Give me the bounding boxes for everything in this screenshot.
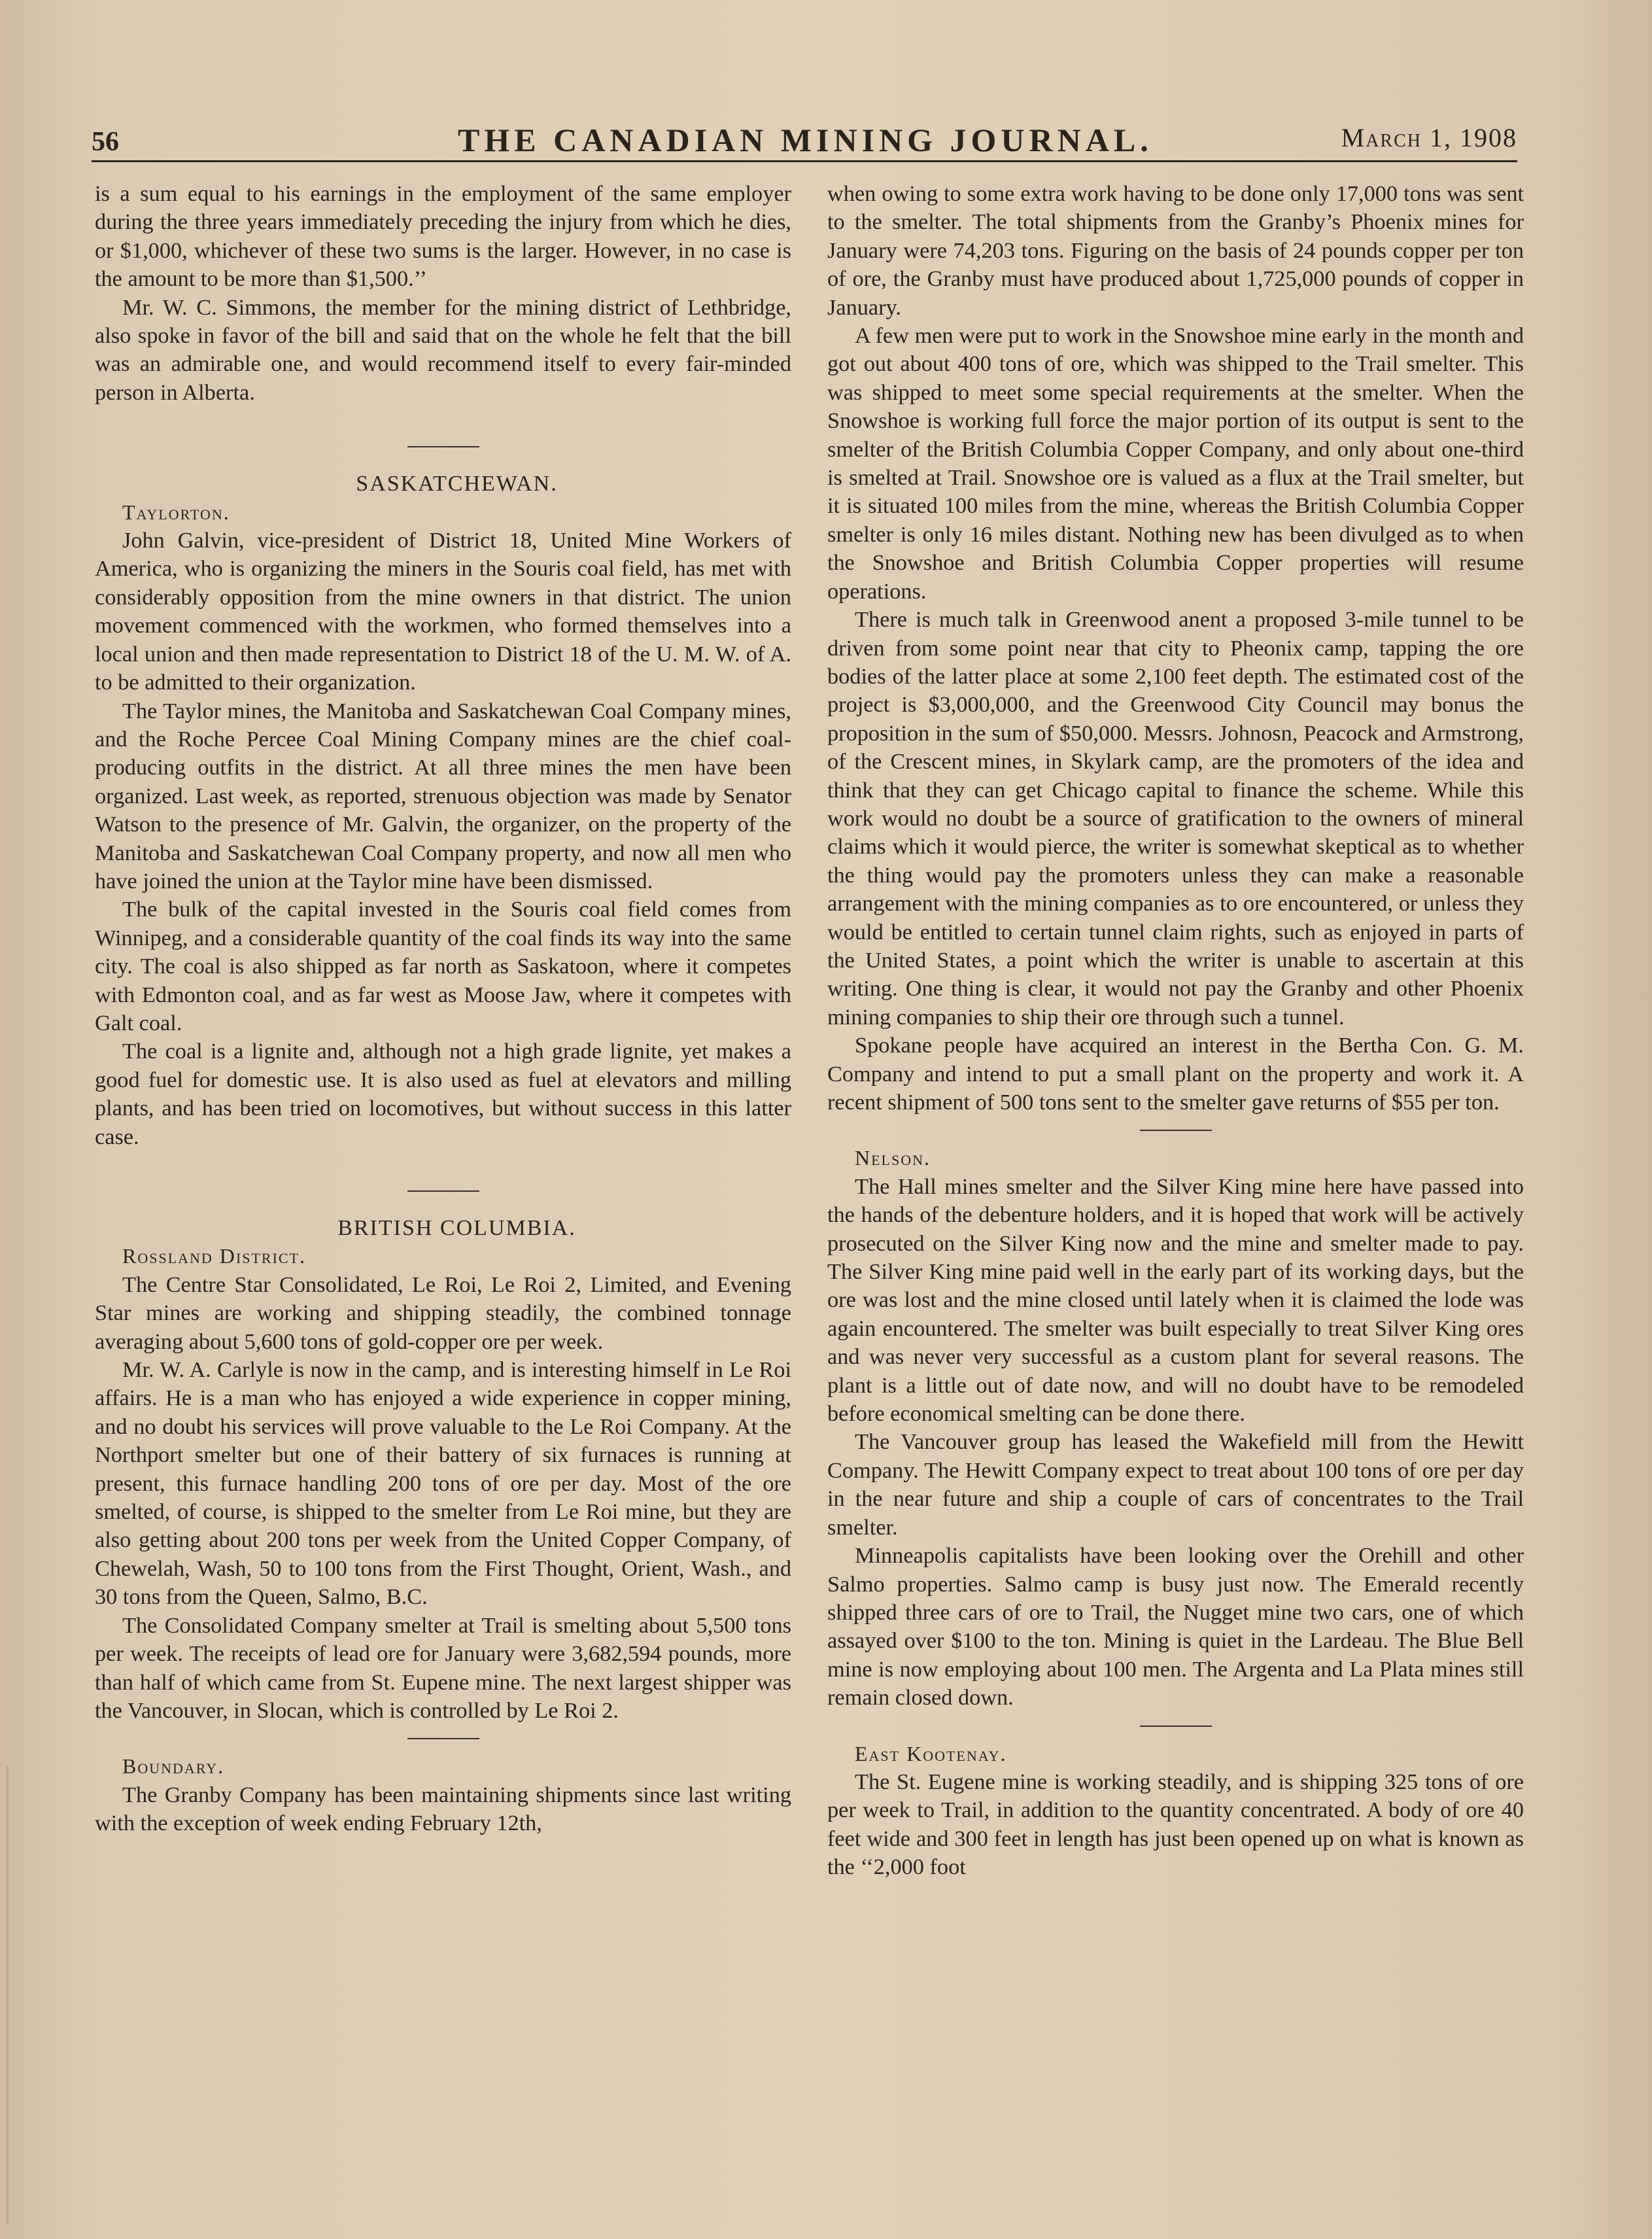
paragraph: There is much talk in Greenwood anent a proposed 3-mile tunnel to be driven from some point near that city to Pheonix camp, tapping the ore bodies of the latter place at some 2,100 feet depth. The estimated cost of the project is $3,000,000, and the Greenwood City Council may bonus the proposition in the sum of $50,000. Messrs. Johnosn, Peacock and Armstrong, of the Crescent mines, in Skylark camp, are the promoters of the idea and think that they can get Chicago capital to finance the scheme. While this work would no doubt be a source of gratification to the owners of mineral claims which it would pierce, the writer is somewhat skeptical as to whether the thing would pay the promoters unless they can make a reasonable arrangement with the mining companies as to ore encountered, or unless they would be entitled to certain tunnel claim rights, such as enjoyed in parts of the United States, a point which the writer is unable to ascertain at this writing. One thing is clear, it would not pay the Granby and other Phoenix mining companies to ship their ore through such a tunnel. bbox=[827, 607, 1524, 1030]
paragraph: John Galvin, vice-president of District 18, United Mine Workers of America, who is organizing the miners in the Souris coal field, has met with considerably opposition from the mine owners in that district. The union movement commenced with the workmen, who formed themselves into a local union and then made representation to District 18 of the U. M. W. of A. to be admitted to their organization. bbox=[95, 528, 791, 695]
page-edge-shadow bbox=[7, 1766, 9, 2224]
subsection-heading: Rossland District. bbox=[122, 1244, 307, 1268]
paragraph: The Vancouver group has leased the Wakefield mill from the Hewitt Company. The Hewitt Company expect to treat about 100 tons of ore per day in the near future and ship a couple of cars of concentrates to the Trail smelter. bbox=[827, 1429, 1524, 1540]
section-heading: SASKATCHEWAN. bbox=[356, 472, 558, 496]
subsection-heading: Nelson. bbox=[855, 1146, 931, 1170]
subsection-heading: Taylorton. bbox=[122, 500, 230, 524]
paragraph: Spokane people have acquired an interest in the Bertha Con. G. M. Company and intend to put a small plant on the property and work it. A recent shipment of 500 tons sent to the smelter gave returns of $55 per ton. bbox=[827, 1033, 1524, 1115]
paragraph: The Granby Company has been maintaining shipments since last writing with the exception of week ending February 12th, bbox=[95, 1782, 791, 1836]
subsection-heading: East Kootenay. bbox=[855, 1741, 1007, 1765]
page-number: 56 bbox=[92, 127, 119, 157]
paragraph: is a sum equal to his earnings in the employment of the same employer during the three years immediately preceding the injury from which he dies, or $1,000, whichever of these two sums is the larger. However, in no case is the amount to be more than $1,500.’’ bbox=[95, 181, 791, 292]
paragraph: Mr. W. A. Carlyle is now in the camp, and is interesting himself in Le Roi affairs. He is a man who has enjoyed a wide experience in copper mining, and no doubt his services will prove valuable to the Le Roi Company. At the Northport smelter but one of their battery of six furnaces is running at present, this furnace handling 200 tons of ore per day. Most of the ore smelted, of course, is shipped to the smelter from Le Roi mine, but they are also getting about 200 tons per week from the United Copper Company, of Chewelah, Wash, 50 to 100 tons from the First Thought, Orient, Wash., and 30 tons from the Queen, Salmo, B.C. bbox=[95, 1357, 791, 1610]
paragraph: The Centre Star Consolidated, Le Roi, Le Roi 2, Limited, and Evening Star mines are working and shipping steadily, the combined tonnage averaging about 5,600 tons of gold-copper ore per week. bbox=[95, 1272, 791, 1354]
header-rule bbox=[92, 160, 1517, 162]
paragraph: The Hall mines smelter and the Silver King mine here have passed into the hands of the debenture holders, and it is hoped that work will be actively prosecuted on the Silver King now and the mine and smelter made to pay. The Silver King mine paid well in the early part of its working days, but the ore was lost and the mine closed until lately when it is claimed the lode was again encountered. The smelter was built especially to treat Silver King ores and was never very successful as a custom plant for several reasons. The plant is a little out of date now, and will no doubt have to be remodeled before economical smelting can be done there. bbox=[827, 1173, 1524, 1427]
section-heading: BRITISH COLUMBIA. bbox=[337, 1216, 576, 1240]
paragraph: The St. Eugene mine is working steadily, and is shipping 325 tons of ore per week to Trail, in addition to the quantity concentrated. A body of ore 40 feet wide and 300 feet in length has just been opened up on what is known as the ‘‘2,000 foot bbox=[827, 1769, 1524, 1880]
left-column bbox=[95, 180, 791, 1838]
right-column bbox=[827, 180, 1524, 1882]
paragraph: The Consolidated Company smelter at Trail is smelting about 5,500 tons per week. The receipts of lead ore for January were 3,682,594 pounds, more than half of which came from St. Eupene mine. The next largest shipper was the Vancouver, in Slocan, which is controlled by Le Roi 2. bbox=[95, 1612, 791, 1723]
page-header bbox=[92, 121, 1517, 160]
subsection-heading: Boundary. bbox=[122, 1754, 225, 1779]
paragraph: The coal is a lignite and, although not a high grade lignite, yet makes a good fuel for domestic use. It is also used as fuel at elevators and milling plants, and has been tried on locomotives, but without success in this latter case. bbox=[95, 1039, 791, 1149]
paragraph: Mr. W. C. Simmons, the member for the mining district of Lethbridge, also spoke in favor of the bill and said that on the whole he felt that the bill was an admirable one, and would recommend itself to every fair-minded person in Alberta. bbox=[95, 294, 791, 405]
paragraph: The Taylor mines, the Manitoba and Saskatchewan Coal Company mines, and the Roche Percee Coal Mining Company mines are the chief coal-producing outfits in the district. At all three mines the men have been organized. Last week, as reported, strenuous objection was made by Senator Watson to the presence of Mr. Galvin, the organizer, on the property of the Manitoba and Saskatchewan Coal Company property, and now all men who have joined the union at the Taylor mine have been dismissed. bbox=[95, 698, 791, 894]
journal-title: THE CANADIAN MINING JOURNAL. bbox=[458, 122, 1153, 158]
paragraph: when owing to some extra work having to be done only 17,000 tons was sent to the smelter. The total shipments from the Granby’s Phoenix mines for January were 74,203 tons. Figuring on the basis of 24 pounds copper per ton of ore, the Granby must have produced about 1,725,000 pounds of copper in January. bbox=[827, 181, 1524, 320]
paragraph: Minneapolis capitalists have been looking over the Orehill and other Salmo properties. Salmo camp is busy just now. The Emerald recently shipped three cars of ore to Trail, the Nugget mine two cars, one of which assayed over $100 to the ton. Mining is quiet in the Lardeau. The Blue Bell mine is now employing about 100 men. The Argenta and La Plata mines still remain closed down. bbox=[827, 1543, 1524, 1710]
paragraph: The bulk of the capital invested in the Souris coal field comes from Winnipeg, and a considerable quantity of the coal finds its way into the same city. The coal is also shipped as far north as Saskatoon, where it competes with Edmonton coal, and as far west as Moose Jaw, where it competes with Galt coal. bbox=[95, 897, 791, 1035]
paragraph: A few men were put to work in the Snowshoe mine early in the month and got out about 400 tons of ore, which was shipped to the Trail smelter. This was shipped to meet some special requirements at the smelter. When the Snowshoe is working full force the major portion of its output is sent to the smelter of the British Columbia Copper Company, and only about one-third is smelted at Trail. Snowshoe ore is valued as a flux at the Trail smelter, but it is situated 100 miles from the mine, whereas the British Columbia Copper smelter is only 16 miles distant. Nothing new has been divulged as to when the Snowshoe and British Columbia Copper properties will resume operations. bbox=[827, 323, 1524, 604]
issue-date: March 1, 1908 bbox=[1341, 123, 1517, 152]
